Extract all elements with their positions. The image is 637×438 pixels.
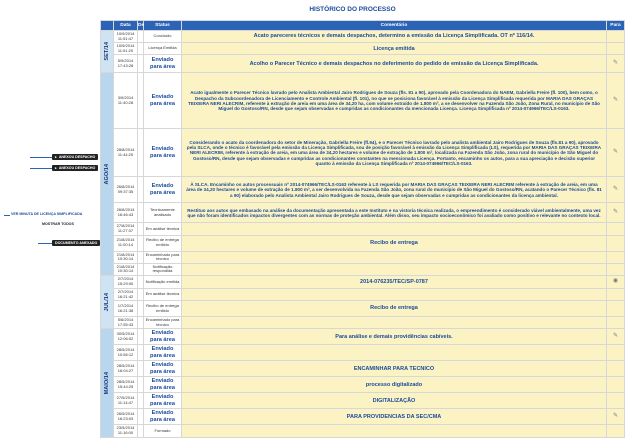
month-set14: SET/14 bbox=[101, 31, 114, 73]
table-row bbox=[101, 425, 625, 437]
row-comment bbox=[182, 288, 607, 300]
row-status: Concluído bbox=[144, 31, 182, 43]
header-destino: De bbox=[138, 21, 144, 31]
row-para bbox=[607, 235, 625, 251]
table-row bbox=[101, 301, 625, 317]
table-row bbox=[101, 409, 625, 425]
row-para[interactable] bbox=[607, 73, 625, 129]
table-row bbox=[101, 73, 625, 129]
row-para[interactable] bbox=[607, 203, 625, 223]
table-row bbox=[101, 129, 625, 177]
row-status: Enviado para área bbox=[144, 377, 182, 393]
row-status: Encaminhado para técnico bbox=[144, 251, 182, 263]
row-comment: Acato pareceres técnicos e demais despachos, determino a emissão da Licença Simplificada. OT nº 116/14. bbox=[182, 31, 607, 43]
row-status: Enviado para área bbox=[144, 329, 182, 345]
row-status: Formado bbox=[144, 425, 182, 437]
row-para bbox=[607, 377, 625, 393]
row-status: Enviado para área bbox=[144, 129, 182, 177]
row-status: Recibo de entrega emitido bbox=[144, 235, 182, 251]
pencil-icon[interactable]: ✎ bbox=[612, 149, 619, 156]
row-para bbox=[607, 301, 625, 317]
row-status: Enviado para área bbox=[144, 55, 182, 73]
row-comment: PARA PROVIDENCIAS DA SEC/CMA bbox=[182, 409, 607, 425]
row-status: Notificação emitida bbox=[144, 275, 182, 288]
row-date: 2/7/2014 16:21:42 bbox=[114, 288, 138, 300]
table-row bbox=[101, 203, 625, 223]
row-date: 27/5/2014 11:14:47 bbox=[114, 393, 138, 409]
header-month bbox=[101, 21, 114, 31]
pencil-icon[interactable]: ✎ bbox=[612, 209, 619, 216]
row-comment: Acolho o Parecer Técnico e demais despachos no deferimento do pedido de emissão da Licença Simplificada. bbox=[182, 55, 607, 73]
row-comment: processo digitalizado bbox=[182, 377, 607, 393]
row-comment: DIGITALIZAÇÃO bbox=[182, 393, 607, 409]
month-maio14: MAIO/14 bbox=[101, 329, 114, 437]
arrow-right-icon: ▸ bbox=[55, 166, 57, 170]
row-date: 5/9/2014 17:43:28 bbox=[114, 55, 138, 73]
row-comment: Para análise e demais providências cabíveis. bbox=[182, 329, 607, 345]
table-row bbox=[101, 235, 625, 251]
pencil-icon[interactable]: ✎ bbox=[612, 60, 619, 67]
page-title: HISTÓRICO DO PROCESSO bbox=[309, 6, 396, 13]
pencil-icon[interactable]: ✎ bbox=[612, 186, 619, 193]
pencil-icon[interactable]: ✎ bbox=[612, 413, 619, 420]
row-date: 26/8/2014 16:46:43 bbox=[114, 203, 138, 223]
row-date: 2/7/2014 15:29:00 bbox=[114, 275, 138, 288]
documento-anexado-button[interactable]: DOCUMENTO ANEXADO bbox=[52, 240, 100, 246]
month-jul14: JUL/14 bbox=[101, 275, 114, 328]
history-table bbox=[100, 20, 625, 438]
row-para[interactable] bbox=[607, 275, 625, 288]
table-header-row bbox=[101, 21, 625, 31]
row-para[interactable] bbox=[607, 177, 625, 203]
pencil-icon[interactable]: ✎ bbox=[612, 97, 619, 104]
connector-line-2 bbox=[30, 168, 52, 169]
table-row bbox=[101, 393, 625, 409]
table-row bbox=[101, 275, 625, 288]
row-para bbox=[607, 317, 625, 329]
row-comment bbox=[182, 263, 607, 275]
row-date: 28/5/2014 10:56:12 bbox=[114, 345, 138, 361]
header-comentario: Comentário bbox=[182, 21, 607, 31]
table-row bbox=[101, 329, 625, 345]
ver-minuta-link[interactable]: VER MINUTA DE LICENÇA SIMPLIFICADA bbox=[11, 212, 83, 216]
row-para[interactable] bbox=[607, 329, 625, 345]
table-row bbox=[101, 377, 625, 393]
row-para[interactable] bbox=[607, 409, 625, 425]
row-status: Enviado para área bbox=[144, 361, 182, 377]
row-status: Tecnicamente analisado bbox=[144, 203, 182, 223]
connector-line-1 bbox=[30, 157, 52, 158]
row-date: 5/6/2014 17:55:43 bbox=[114, 317, 138, 329]
row-para bbox=[607, 345, 625, 361]
row-status: Enviado para área bbox=[144, 393, 182, 409]
row-date: 3/9/2014 11:40:28 bbox=[114, 73, 138, 129]
table-row bbox=[101, 317, 625, 329]
table-row bbox=[101, 223, 625, 235]
row-date: 28/5/2014 16:04:27 bbox=[114, 361, 138, 377]
row-para bbox=[607, 361, 625, 377]
row-comment: 2014-076235/TEC/SP-0787 bbox=[182, 275, 607, 288]
row-status: Em análise técnica bbox=[144, 223, 182, 235]
table-row bbox=[101, 177, 625, 203]
mostrar-todos-link[interactable]: MOSTRAR TODOS bbox=[42, 222, 74, 226]
row-status: Enviado para área bbox=[144, 409, 182, 425]
row-comment: Recibo de entrega bbox=[182, 235, 607, 251]
table-row bbox=[101, 55, 625, 73]
row-date: 26/8/2014 09:37:35 bbox=[114, 177, 138, 203]
row-comment bbox=[182, 317, 607, 329]
row-comment bbox=[182, 345, 607, 361]
row-date: 21/8/2014 11:00:14 bbox=[114, 235, 138, 251]
table-row bbox=[101, 43, 625, 55]
row-date: 23/5/2014 11:16:00 bbox=[114, 425, 138, 437]
anexou-despacho-label-1: ANEXOU DESPACHO bbox=[58, 155, 96, 159]
header-para: Para bbox=[607, 21, 625, 31]
row-para bbox=[607, 263, 625, 275]
eye-icon[interactable]: ◉ bbox=[612, 278, 619, 285]
row-comment: Licença emitida bbox=[182, 43, 607, 55]
row-status: Enviado para área bbox=[144, 73, 182, 129]
row-status: Encaminhado para técnico bbox=[144, 317, 182, 329]
header-data: Data bbox=[114, 21, 138, 31]
row-comment: Restituo aos autos que embasado na análise da documentação apresentada a este Instituto e na vistoria técnica realizada, o empreendimento é considerado viável ambientalmente, uma vez que não foram identificados impactos divergentes com as normas de proteção ambiental. Além disso, seu impacto socioeconômico foi avaliado como positivo e relevante no contexto local. bbox=[182, 203, 607, 223]
row-para bbox=[607, 251, 625, 263]
row-date: 28/5/2014 15:44:25 bbox=[114, 377, 138, 393]
connector-line-4 bbox=[38, 243, 52, 244]
row-date: 27/8/2014 11:27:37 bbox=[114, 223, 138, 235]
arrow-right-icon: ▸ bbox=[55, 155, 57, 159]
header-status: Status bbox=[144, 21, 182, 31]
row-status: Em análise técnica bbox=[144, 288, 182, 300]
anexou-despacho-button-2[interactable] bbox=[52, 165, 98, 171]
row-status: Licença Emitida bbox=[144, 43, 182, 55]
anexou-despacho-button-1[interactable] bbox=[52, 154, 98, 160]
row-status: Notificação respondida bbox=[144, 263, 182, 275]
row-para bbox=[607, 425, 625, 437]
row-status: Enviado para área bbox=[144, 177, 182, 203]
row-date: 30/5/2014 12:06:02 bbox=[114, 329, 138, 345]
pencil-icon[interactable]: ✎ bbox=[612, 333, 619, 340]
row-status: Enviado para área bbox=[144, 345, 182, 361]
table-row bbox=[101, 31, 625, 43]
row-date: 28/8/2014 11:44:25 bbox=[114, 129, 138, 177]
row-date: 21/8/2014 10:30:14 bbox=[114, 251, 138, 263]
table-row bbox=[101, 361, 625, 377]
anexou-despacho-label-2: ANEXOU DESPACHO bbox=[58, 166, 96, 170]
row-date: 21/8/2014 10:30:14 bbox=[114, 263, 138, 275]
table-row bbox=[101, 263, 625, 275]
row-date: 1/7/2014 16:21:38 bbox=[114, 301, 138, 317]
connector-line-3 bbox=[4, 215, 10, 216]
row-para[interactable] bbox=[607, 129, 625, 177]
table-row bbox=[101, 288, 625, 300]
row-comment: Recibo de entrega bbox=[182, 301, 607, 317]
row-comment bbox=[182, 425, 607, 437]
row-comment bbox=[182, 251, 607, 263]
month-ago14: AGO/14 bbox=[101, 73, 114, 276]
row-comment: Considerando o acato da coordenadora do setor de Mineração, Gabriella Freire (fl.94), e o Parecer Técnico lavrado pelo analista ambiental Jairo Rodrigues de Souza (fls.81 a 90), aprovado pela SLCA, onde o técnico é favorável pela emissão da Licença Simplificada, sou de posição favorável à emissão da Licença Simplificada (LS), requerida por MARIA DAS GRAÇAS TEIXEIRA NERI ALECRIM, referente à extração de areia, em uma área de 34,20 hectares e volume de extração de 1.800 m³, localizada na Fazenda São João, zona rural do município de São Miguel do Gostoso/RN, desde que sejam observadas e cumpridas as condicionantes constantes na mencionada Licença. Portanto, encaminho os autos, para a sua apreciação e decisão superior quanto à emissão da Licença Simplificada nº 2014-074966/TEC/LS-0163. bbox=[182, 129, 607, 177]
table-row bbox=[101, 345, 625, 361]
table-row bbox=[101, 251, 625, 263]
row-comment: ENCAMINHAR PARA TECNICO bbox=[182, 361, 607, 377]
row-comment bbox=[182, 223, 607, 235]
row-date: 10/9/2014 11:51:20 bbox=[114, 43, 138, 55]
row-para bbox=[607, 31, 625, 43]
row-para bbox=[607, 223, 625, 235]
row-para bbox=[607, 288, 625, 300]
row-status: Recibo de entrega emitido bbox=[144, 301, 182, 317]
row-date: 10/9/2014 11:51:47 bbox=[114, 31, 138, 43]
row-para bbox=[607, 393, 625, 409]
row-date: 26/5/2014 16:23:03 bbox=[114, 409, 138, 425]
row-para bbox=[607, 43, 625, 55]
row-comment: Acato igualmente o Parecer Técnico lavrado pelo Analista Ambiental Jairo Rodrigues de Souza (fls. 81 a 90), aprovado pela Coordenadora do NAEM, Gabriella Freire (fl. 100), bem como, o Despacho da Subcoordenadora de Licenciamento e Controle Ambiental (fl. 101), no que se posiciona favorável à emissão da Licença Simplificada requerida por MARIA DAS GRAÇAS TEIXEIRA NERI ALECRIM, referente à extração de areia em uma área de 34,20 ha, com volume extraído de 1.800 m³, a se desenvolver na Fazenda São João, Zona Rural, no município de São Miguel do Gostoso/RN, desde que sejam observadas e cumpridas as condicionantes da mencionada Licença. Licença Simplificada nº 2014-074966/TEC/LS-0163. bbox=[182, 73, 607, 129]
row-comment: À SLCA. Encaminho os autos processuais nº 2014-074966/TEC/LS-0163 referente à LS requerida por MARIA DAS GRAÇAS TEIXEIRA NERI ALECRIM referente à extração de areia, em uma área de 34,20 hectares e volume de extração de 1.800 m³, a ser desenvolvida na Fazenda São João, zona rural do município de São Miguel do Gostoso/RN, acatando o Parecer Técnico (fls. 81 a 90) elaborado pelo Analista Ambiental Jairo Rodrigues de Souza, desde que sejam observadas e cumpridas as condicionantes da licença ambiental. bbox=[182, 177, 607, 203]
row-para[interactable] bbox=[607, 55, 625, 73]
